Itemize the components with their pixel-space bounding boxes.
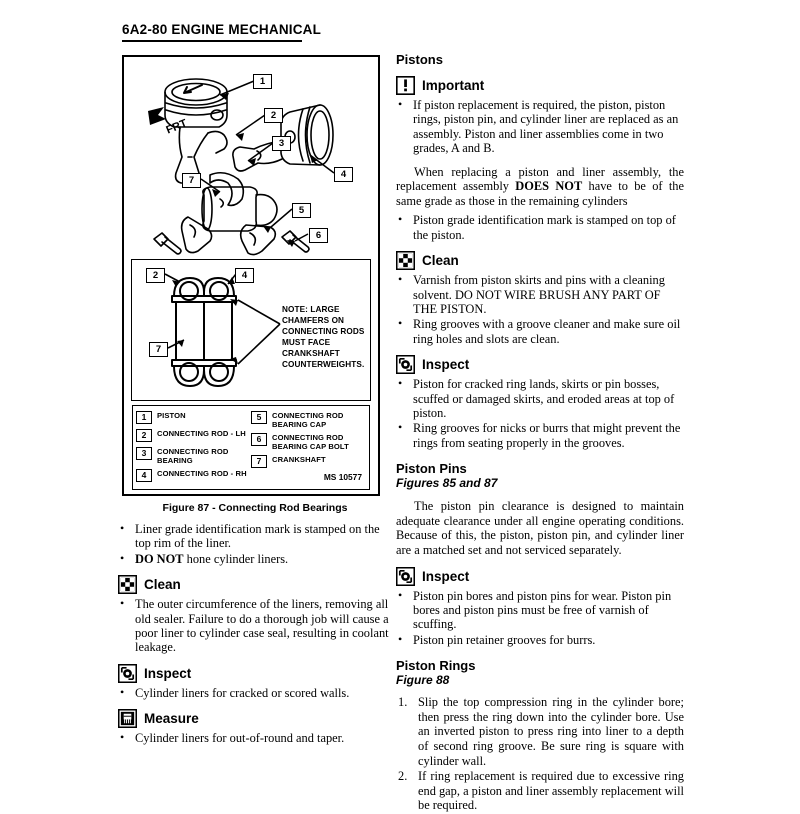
clean-label: Clean: [422, 253, 459, 269]
figure-callout-3: 3: [272, 136, 291, 151]
legend-label: CONNECTING ROD BEARING: [157, 447, 229, 465]
connecting-rod-exploded-diagram: [124, 57, 378, 257]
step-text: If ring replacement is required due to excessive ring end gap, a piston and liner assembly replacement will be required.: [418, 769, 684, 813]
important-label: Important: [422, 78, 485, 93]
right-column: [396, 52, 684, 814]
figure-exploded-view: [124, 57, 378, 257]
figure-note-line-4: MUST FACE CRANKSHAFT: [282, 338, 340, 358]
legend-label: CONNECTING ROD - RH: [157, 469, 247, 478]
legend-label: CONNECTING ROD BEARING CAP: [272, 411, 344, 429]
step-number: 1.: [398, 695, 408, 710]
figure-note-line-3: CONNECTING RODS: [282, 327, 365, 336]
figure-note-line-2: CHAMFERS ON: [282, 316, 345, 325]
important-icon: [396, 76, 415, 95]
figure-note-line-1: NOTE: LARGE: [282, 305, 340, 314]
list-item: [396, 695, 684, 768]
piston-rings-heading: Piston Rings: [396, 658, 476, 674]
list-item-text: hone cylinder liners.: [183, 551, 289, 566]
figure-part-code: MS 10577: [323, 472, 362, 482]
legend-row: [136, 446, 251, 465]
list-item: • The outer circumference of the liners, removing all old sealer. Failure to do a thorough job will cause a poor liner to cylinder case seal, resulting in coolant leakage.: [118, 597, 392, 655]
list-item: • Cylinder liners for cracked or scored walls.: [118, 686, 392, 700]
legend-number: 1: [136, 411, 152, 424]
legend-label: CONNECTING ROD - LH: [157, 429, 246, 438]
page-title: 6A2-80 ENGINE MECHANICAL: [122, 22, 322, 37]
inspect-label: Inspect: [422, 568, 470, 584]
legend-number: 6: [251, 433, 267, 446]
legend-row: [251, 454, 366, 469]
piston-pins-figure-ref: Figures 85 and 87: [396, 476, 498, 491]
frt-orientation-label: FRT: [164, 117, 189, 137]
piston-pins-paragraph: The piston pin clearance is designed to maintain adequate clearance under all engine operating conditions. Because of this, the piston, piston pin, and cylinder liner are a matched set and not serviced separately.: [396, 499, 684, 558]
clean-icon: [396, 251, 415, 270]
list-item: [396, 769, 684, 813]
important-heading: [396, 76, 684, 95]
clean-icon: [118, 575, 137, 594]
figure-legend: [132, 405, 370, 490]
inspect-bullet-list-left: [118, 686, 392, 700]
pistons-heading: Pistons: [396, 52, 443, 67]
list-item: • If piston replacement is required, the piston, piston rings, piston pin, and cylinder liner are replaced as an assembly. Piston and liner assemblies come in two grades, A and B.: [396, 98, 684, 156]
legend-number: 4: [136, 469, 152, 482]
list-item: • Ring grooves for nicks or burrs that might prevent the rings from seating properly in the grooves.: [396, 421, 684, 450]
clean-heading-left: [118, 575, 392, 594]
measure-label: Measure: [144, 711, 199, 727]
inspect-icon: [396, 567, 415, 586]
page-header: [122, 22, 682, 42]
clean-bullet-list-left: [118, 597, 392, 655]
left-column: [118, 55, 392, 747]
figure-87-box: [122, 55, 380, 496]
legend-number: 2: [136, 429, 152, 442]
important-bullet-list: [396, 98, 684, 156]
list-item: [118, 552, 392, 566]
detail-callout-2: 2: [146, 268, 165, 283]
legend-number: 7: [251, 455, 267, 468]
measure-bullet-list: [118, 731, 392, 745]
legend-label: CONNECTING ROD BEARING CAP BOLT: [272, 433, 349, 451]
figure-callout-1: 1: [253, 74, 272, 89]
clean-bullet-list-right: [396, 273, 684, 346]
legend-number: 5: [251, 411, 267, 424]
legend-row: [136, 468, 251, 483]
inspect-bullet-list-pins: [396, 589, 684, 648]
inspect-heading-piston: [396, 355, 684, 374]
legend-row: [251, 410, 366, 429]
step-text: Slip the top compression ring in the cylinder bore; then press the ring down into the cylinder bore. Use an inverted piston to press ring into liner to a depth of second ring groove. Be sure ring is square with cylinder wall.: [418, 695, 684, 768]
figure-callout-2: 2: [264, 108, 283, 123]
detail-callout-4: 4: [235, 268, 254, 283]
legend-label: PISTON: [157, 411, 186, 420]
paragraph-post: have to be of the same grade as those in the remaining cylinders: [396, 179, 684, 208]
legend-label: CRANKSHAFT: [272, 455, 326, 464]
measure-heading: [118, 709, 392, 728]
figure-note-line-5: COUNTERWEIGHTS.: [282, 360, 365, 369]
piston-pins-heading: Piston Pins: [396, 461, 467, 477]
list-item: • Piston pin retainer grooves for burrs.: [396, 633, 684, 647]
clean-heading-right: [396, 251, 684, 270]
header-divider: [122, 40, 302, 42]
piston-rings-figure-ref: Figure 88: [396, 673, 450, 688]
detail-callout-7: 7: [149, 342, 168, 357]
figure-chamfer-detail-view: [131, 259, 371, 401]
figure-callout-6: 6: [309, 228, 328, 243]
list-item: • Piston pin bores and piston pins for wear. Piston pin bores and piston pins must be free of varnish of scuffing.: [396, 589, 684, 632]
paragraph-pre: When replacing a piston and liner assembly, the replacement assembly: [396, 164, 684, 194]
piston-grade-bullet-list: [396, 213, 684, 242]
figure-callout-5: 5: [292, 203, 311, 218]
emphasis-does-not: DOES NOT: [515, 179, 583, 194]
list-item: • Varnish from piston skirts and pins with a cleaning solvent. DO NOT WIRE BRUSH ANY PART OF THE PISTON.: [396, 273, 684, 316]
piston-replacement-paragraph: [396, 165, 684, 209]
inspect-icon: [396, 355, 415, 374]
emphasis-do-not: DO NOT: [135, 551, 184, 566]
legend-row: [251, 432, 366, 451]
legend-column-left: [136, 410, 251, 486]
step-number: 2.: [398, 769, 408, 784]
inspect-heading-pins: [396, 567, 684, 586]
list-item: • Liner grade identification mark is stamped on the top rim of the liner.: [118, 522, 392, 551]
legend-row: [136, 410, 251, 425]
inspect-icon: [118, 664, 137, 683]
liner-bullet-list: [118, 522, 392, 566]
inspect-bullet-list-piston: [396, 377, 684, 450]
list-item: • Piston grade identification mark is stamped on top of the piston.: [396, 213, 684, 242]
inspect-label: Inspect: [422, 357, 470, 373]
list-item: • Cylinder liners for out-of-round and taper.: [118, 731, 392, 745]
piston-rings-step-list: [396, 695, 684, 813]
inspect-label: Inspect: [144, 665, 192, 681]
figure-note: [282, 304, 368, 370]
figure-callout-7: 7: [182, 173, 201, 188]
clean-label: Clean: [144, 577, 181, 593]
legend-number: 3: [136, 447, 152, 460]
list-item: • Ring grooves with a groove cleaner and make sure oil ring holes and slots are clean.: [396, 317, 684, 346]
measure-icon: [118, 709, 137, 728]
legend-row: [136, 428, 251, 443]
inspect-heading-left: [118, 664, 392, 683]
figure-callout-4: 4: [334, 167, 353, 182]
list-item: • Piston for cracked ring lands, skirts or pin bosses, scuffed or damaged skirts, and eroded areas at top of piston.: [396, 377, 684, 420]
legend-column-right: [251, 410, 366, 486]
figure-caption: Figure 87 - Connecting Rod Bearings: [162, 502, 348, 514]
